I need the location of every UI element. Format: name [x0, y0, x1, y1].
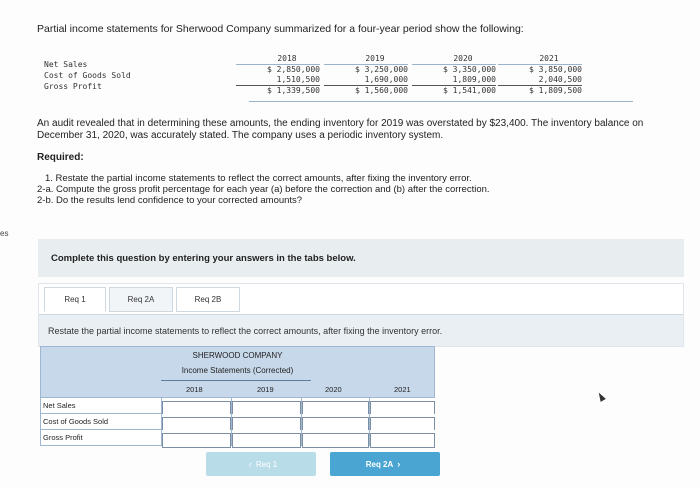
given-column-2020	[412, 54, 496, 96]
table-row	[40, 430, 435, 446]
cell-net-sales-2018	[161, 398, 231, 413]
statement-subtitle: Income Statements (Corrected)	[181, 366, 294, 375]
tab-req-2a[interactable]: Req 2A	[109, 287, 173, 312]
requirement-2a: 2-a. Compute the gross profit percentage for each year (a) before the correction and (b) after the correction.	[37, 184, 490, 195]
given-cogs: 1,690,000	[324, 75, 408, 86]
requirement-2b: 2-b. Do the results lend confidence to your corrected amounts?	[37, 195, 303, 206]
given-year-header: 2020	[412, 54, 496, 65]
label-cogs: Cost of Goods Sold	[44, 71, 131, 80]
audit-text: An audit revealed that in determining these amounts, the ending inventory for 2019 was overstated by $23,400. The inventory balance on December 31, 2020, was accurately stated. The company uses a periodic inventory system.	[37, 118, 644, 141]
given-cogs: 1,809,000	[412, 75, 496, 86]
given-net-sales: $ 3,350,000	[443, 65, 496, 74]
cell-net-sales-2019	[231, 398, 301, 413]
year-header-2021: 2021	[394, 385, 411, 394]
given-net-sales: $ 3,250,000	[355, 65, 408, 74]
cell-gross-profit-2018	[161, 430, 231, 445]
next-req-button[interactable]	[330, 452, 440, 476]
corrected-income-table	[40, 346, 435, 447]
cell-cogs-2019	[231, 414, 301, 429]
row-label-gross-profit: Gross Profit	[43, 433, 83, 442]
margin-text: es	[0, 229, 9, 238]
mouse-cursor-icon	[596, 391, 606, 402]
given-gross-profit: $ 1,541,000	[443, 86, 496, 95]
gross-profit-2019-input[interactable]	[232, 433, 301, 448]
cell-gross-profit-2021	[369, 430, 435, 445]
cell-net-sales-2021	[369, 398, 435, 413]
given-year-header: 2021	[498, 54, 582, 65]
gross-profit-2021-input[interactable]	[370, 433, 435, 448]
label-gross-profit: Gross Profit	[44, 82, 102, 91]
header-rule	[161, 380, 311, 381]
tab-req-2b[interactable]: Req 2B	[176, 287, 240, 312]
year-header-2019: 2019	[257, 385, 274, 394]
given-gross-profit: $ 1,339,500	[267, 86, 320, 95]
label-net-sales: Net Sales	[44, 60, 88, 69]
table-row	[40, 398, 435, 414]
tabs-panel	[38, 283, 684, 347]
requirement-1: 1. Restate the partial income statements to reflect the correct amounts, after fixing the inventory error.	[45, 173, 472, 184]
chevron-right-icon: ›	[397, 459, 401, 469]
problem-intro: Partial income statements for Sherwood Company summarized for a four-year period show the following:	[37, 23, 524, 35]
income-table-header	[40, 346, 435, 398]
given-net-sales: $ 2,850,000	[267, 65, 320, 74]
cell-net-sales-2020	[301, 398, 369, 413]
instruction-text: Complete this question by entering your answers in the tabs below.	[51, 253, 356, 264]
given-row-labels	[44, 59, 131, 92]
next-req-label: Req 2A	[365, 459, 394, 469]
chevron-left-icon: ‹	[248, 459, 252, 469]
given-column-2021	[498, 54, 582, 96]
cell-cogs-2021	[369, 414, 435, 429]
given-cogs: 2,040,500	[498, 75, 582, 86]
tab-prompt: Restate the partial income statements to reflect the correct amounts, after fixing the inventory error.	[48, 326, 443, 336]
tab-prompt-bar	[39, 314, 683, 346]
row-label-cogs: Cost of Goods Sold	[43, 417, 109, 426]
cell-cogs-2020	[301, 414, 369, 429]
gross-profit-2020-input[interactable]	[302, 433, 369, 448]
given-year-header: 2018	[236, 54, 320, 65]
table-row	[40, 414, 435, 430]
required-heading: Required:	[37, 152, 84, 163]
row-label-net-sales: Net Sales	[43, 401, 76, 410]
cell-cogs-2018	[161, 414, 231, 429]
instruction-banner	[38, 239, 684, 277]
given-column-2018	[236, 54, 320, 96]
year-header-2018: 2018	[186, 385, 203, 394]
given-gross-profit: $ 1,560,000	[355, 86, 408, 95]
given-net-sales: $ 3,850,000	[529, 65, 582, 74]
tab-req-1[interactable]: Req 1	[44, 287, 106, 312]
year-header-2020: 2020	[325, 385, 342, 394]
gross-profit-2018-input[interactable]	[162, 433, 231, 448]
prev-req-button[interactable]	[206, 452, 316, 476]
given-cogs: 1,510,500	[236, 75, 320, 86]
prev-req-label: Req 1	[255, 459, 278, 469]
company-name: SHERWOOD COMPANY	[192, 351, 283, 360]
cell-gross-profit-2019	[231, 430, 301, 445]
requirements-list	[37, 173, 490, 206]
table-bottom-rule	[249, 101, 633, 102]
given-year-header: 2019	[324, 54, 408, 65]
given-gross-profit: $ 1,809,500	[529, 86, 582, 95]
cell-gross-profit-2020	[301, 430, 369, 445]
given-column-2019	[324, 54, 408, 96]
